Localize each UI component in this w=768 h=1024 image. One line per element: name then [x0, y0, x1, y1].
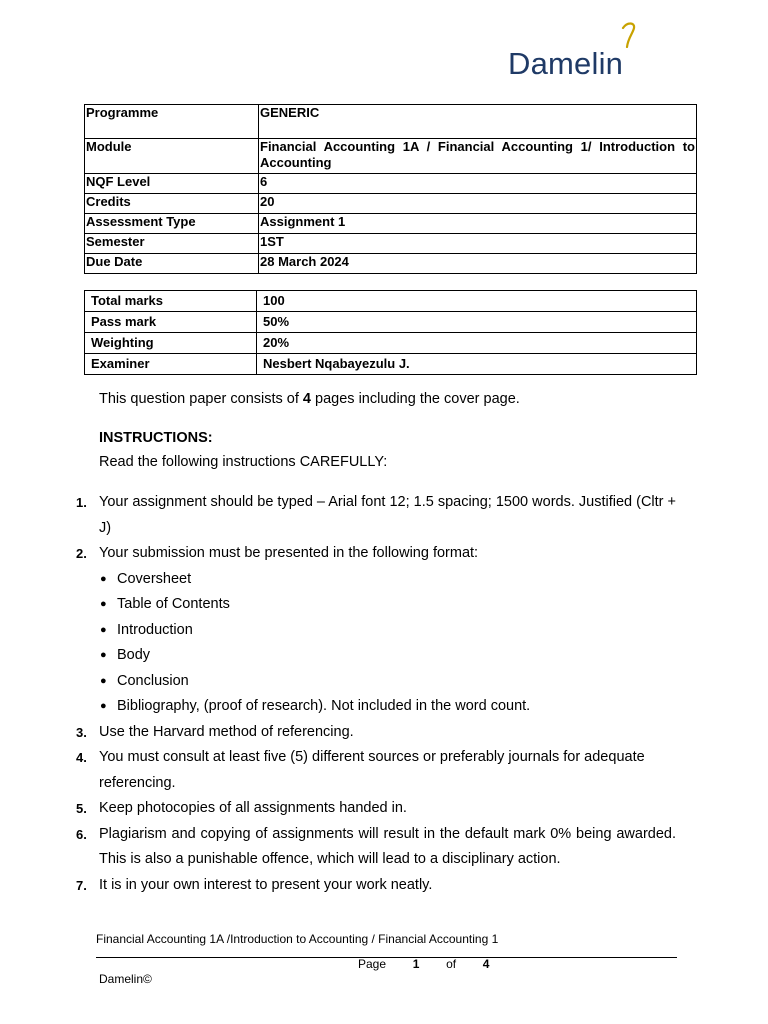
page-label: Page: [358, 957, 387, 971]
page-number: 1: [412, 957, 420, 971]
list-item: [76, 796, 676, 822]
label-pass-mark: Pass mark: [85, 312, 257, 333]
item-number: 6.: [76, 826, 87, 842]
table-row: [85, 139, 697, 174]
format-item: [76, 618, 676, 644]
format-item: [76, 643, 676, 669]
instructions-heading: INSTRUCTIONS:: [99, 430, 213, 446]
item-text: Plagiarism and copying of assignments will result in the default mark 0% being awarded. This is also a punishable offence, which will lead to a disciplinary action.: [99, 825, 676, 867]
table-row: [85, 194, 697, 214]
item-number: 3.: [76, 724, 87, 740]
item-text: Your submission must be presented in the following format:: [99, 545, 479, 561]
bullet-icon: ●: [100, 674, 107, 687]
table-row: [85, 234, 697, 254]
value-total-marks: 100: [257, 291, 697, 312]
table-row: [85, 291, 697, 312]
item-number: 4.: [76, 750, 87, 765]
list-item: [76, 745, 676, 796]
value-due-date: 28 March 2024: [259, 254, 697, 274]
list-item: [76, 490, 676, 541]
value-examiner: Nesbert Nqabayezulu J.: [257, 354, 697, 375]
label-semester: Semester: [85, 234, 259, 254]
logo-swoosh-icon: [619, 22, 639, 48]
format-item: [76, 592, 676, 618]
programme-details-table: [84, 104, 697, 274]
marks-table: [84, 290, 697, 375]
paper-info-post: pages including the cover page.: [311, 391, 520, 407]
format-item: [76, 669, 676, 695]
value-semester: 1ST: [259, 234, 697, 254]
table-row: [85, 105, 697, 139]
paper-info-pages: 4: [302, 391, 311, 407]
value-credits: 20: [259, 194, 697, 214]
item-text: You must consult at least five (5) different sources or preferably journals for adequate referencing.: [99, 749, 645, 791]
bullet-icon: ●: [100, 623, 107, 636]
instructions-list: [76, 490, 676, 898]
instructions-lead: Read the following instructions CAREFULLY:: [99, 454, 388, 470]
item-text: Your assignment should be typed – Arial font 12; 1.5 spacing; 1500 words. Justified (Cltr + J): [99, 494, 676, 536]
label-programme: Programme: [85, 105, 259, 139]
format-item-text: Conclusion: [117, 672, 189, 689]
logo-text: Damelin: [508, 46, 624, 81]
table-row: [85, 333, 697, 354]
format-item-text: Body: [117, 647, 151, 663]
value-programme: GENERIC: [259, 105, 697, 139]
format-item-text: Bibliography, (proof of research). Not included in the word count.: [117, 698, 531, 714]
damelin-logo: [508, 22, 668, 80]
value-nqf-level: 6: [259, 174, 697, 194]
format-item: [76, 694, 676, 720]
page-total: 4: [482, 957, 490, 971]
page-indicator: [358, 957, 489, 971]
label-due-date: Due Date: [85, 254, 259, 274]
label-total-marks: Total marks: [85, 291, 257, 312]
item-text: Keep photocopies of all assignments handed in.: [99, 800, 407, 816]
item-number: 7.: [76, 877, 87, 893]
format-item-text: Table of Contents: [117, 596, 230, 612]
value-pass-mark: 50%: [257, 312, 697, 333]
label-nqf-level: NQF Level: [85, 174, 259, 194]
label-module: Module: [85, 139, 259, 174]
value-module: Financial Accounting 1A / Financial Accounting 1/ Introduction to Accounting: [259, 139, 697, 174]
table-row: [85, 214, 697, 234]
list-item: [76, 541, 676, 567]
value-weighting: 20%: [257, 333, 697, 354]
paper-info: [99, 391, 520, 407]
bullet-icon: ●: [100, 572, 107, 585]
item-text: Use the Harvard method of referencing.: [99, 723, 354, 740]
of-label: of: [446, 957, 457, 971]
label-assessment-type: Assessment Type: [85, 214, 259, 234]
label-weighting: Weighting: [85, 333, 257, 354]
footer-brand: Damelin©: [99, 972, 152, 986]
table-row: [85, 174, 697, 194]
bullet-icon: ●: [100, 649, 107, 661]
value-assessment-type: Assignment 1: [259, 214, 697, 234]
label-examiner: Examiner: [85, 354, 257, 375]
table-row: [85, 354, 697, 375]
format-item-text: Introduction: [117, 621, 193, 638]
format-item: [76, 567, 676, 593]
format-item-text: Coversheet: [117, 570, 192, 587]
table-row: [85, 312, 697, 333]
item-text: It is in your own interest to present your work neatly.: [99, 876, 433, 893]
paper-info-pre: This question paper consists of: [99, 391, 303, 407]
bullet-icon: ●: [100, 700, 107, 712]
footer-title: Financial Accounting 1A /Introduction to Accounting / Financial Accounting 1: [96, 932, 499, 946]
item-number: 1.: [76, 495, 87, 510]
list-item: [76, 822, 676, 873]
label-credits: Credits: [85, 194, 259, 214]
item-number: 5.: [76, 801, 87, 816]
item-number: 2.: [76, 546, 87, 561]
list-item: [76, 720, 676, 746]
table-row: [85, 254, 697, 274]
bullet-icon: ●: [100, 598, 107, 610]
list-item: [76, 873, 676, 899]
